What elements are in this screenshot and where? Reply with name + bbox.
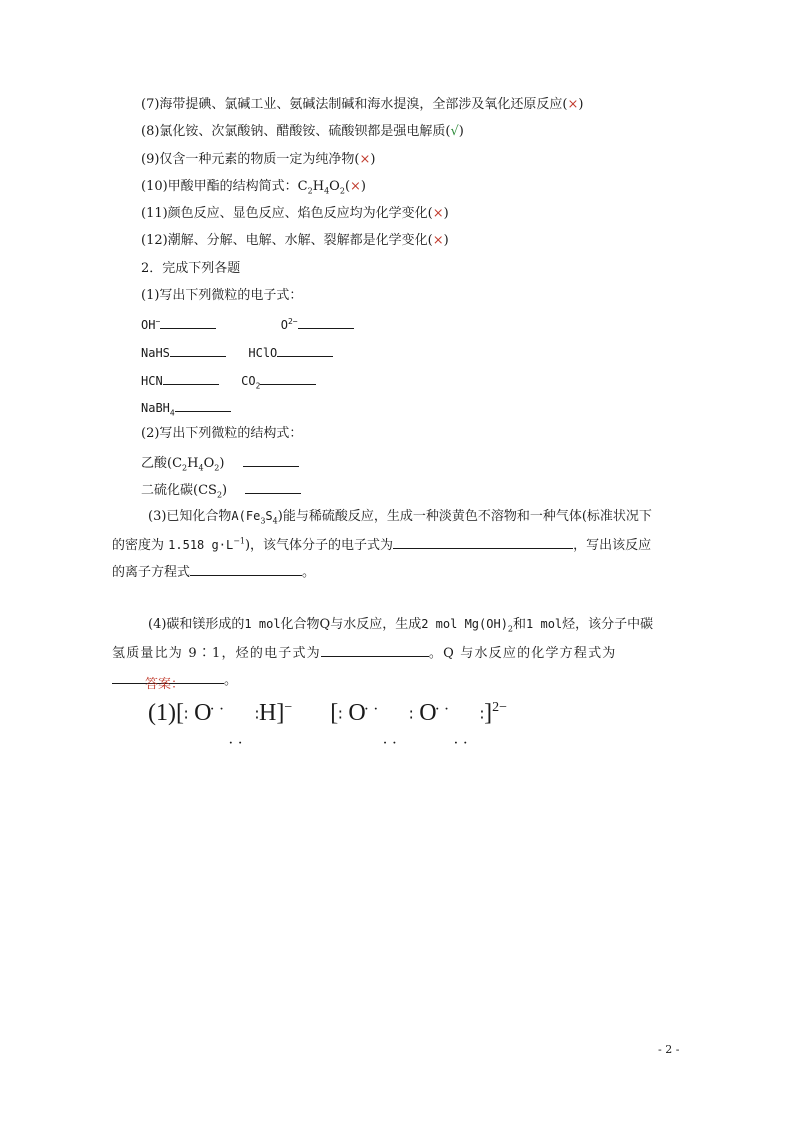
- q2-carbon-disulfide: 二硫化碳$(CS_2)$: [141, 480, 301, 500]
- answer-blank[interactable]: [321, 643, 429, 657]
- bracket-right: ]: [484, 700, 493, 726]
- bracket-left: [: [330, 700, 339, 726]
- section-2-title: 2．完成下列各题: [141, 261, 241, 276]
- statement-7: (7)海带提碘、氯碱工业、氨碱法制碱和海水提溴，全部涉及氧化还原反应(×): [141, 97, 584, 112]
- answer-blank[interactable]: [277, 343, 333, 357]
- statement-10: (10)甲酸甲酯的结构简式：$C_2H_4O_2(\times)$: [141, 179, 366, 196]
- answer-blank[interactable]: [245, 480, 301, 494]
- colon-dots: ∶: [338, 707, 343, 724]
- q4-line-3: 。: [112, 670, 237, 690]
- q1-row-hcn-co2: HCN $CO_2$: [141, 371, 316, 390]
- q1-row-nahs-hclo: NaHS HClO: [141, 343, 333, 362]
- answer-blank[interactable]: [170, 343, 226, 357]
- oh-hydrogen: H: [258, 700, 277, 726]
- answer-blank[interactable]: [393, 535, 573, 549]
- answer-blank[interactable]: [190, 562, 302, 576]
- q1-row-oh-o2: [141, 315, 354, 334]
- statement-11: (11)颜色反应、显色反应、焰色反应均为化学变化(×): [141, 206, 449, 221]
- o2-label: $O^{2-}$: [280, 317, 298, 332]
- colon-dots: ∶: [409, 707, 414, 724]
- oh-oxygen: $O^{\cdot\cdot}_{\cdot\cdot}$: [194, 700, 247, 752]
- answer-label: 答案：: [145, 677, 185, 692]
- oh-label: OH−: [141, 317, 161, 332]
- q3-line-3: 的离子方程式 。: [112, 562, 315, 582]
- q4-line-1: (4)碳和镁形成的1 mol化合物Q与水反应，生成2 mol $Mg(OH)_2$和1 mol烃，该分子中碳: [148, 617, 654, 634]
- answer-blank[interactable]: [260, 371, 316, 385]
- bracket-right: ]: [276, 700, 285, 726]
- q2-acetic-acid: 乙酸$(C_2H_4O_2)$: [141, 453, 299, 473]
- statement-8: (8)氯化铵、次氯酸钠、醋酸铵、硫酸钡都是强电解质(√): [141, 124, 464, 139]
- page-number: - 2 -: [658, 1043, 680, 1056]
- answer-blank[interactable]: [243, 453, 299, 467]
- answer-lewis-structures: [148, 700, 507, 752]
- peroxide-charge: 2−: [492, 700, 507, 715]
- colon-dots: ∶: [254, 707, 259, 724]
- q1-row-nabh4: NaBH$_4$: [141, 398, 231, 417]
- question-2-title: (2)写出下列微粒的结构式：: [141, 426, 303, 441]
- statement-9: (9)仅含一种元素的物质一定为纯净物(×): [141, 152, 376, 167]
- colon-dots: ∶: [183, 707, 189, 724]
- q3-line-2: 的密度为 1.518 $g\cdot L^{-1}$)，该气体分子的电子式为 ，写出该反应: [112, 536, 652, 553]
- answer-blank[interactable]: [163, 371, 219, 385]
- q4-line-2: 氢质量比为 9∶1，烃的电子式为 。Q 与水反应的化学方程式为: [112, 643, 616, 663]
- peroxide-oxygen-1: $O^{\cdot\cdot}_{\cdot\cdot}$: [348, 700, 402, 752]
- peroxide-oxygen-2: $O^{\cdot\cdot}_{\cdot\cdot}$: [419, 700, 472, 752]
- answer-blank[interactable]: [298, 315, 354, 329]
- q3-line-1: (3)已知化合物$A(Fe_3S_4)$能与稀硫酸反应，生成一种淡黄色不溶物和一种气体(标准状况下: [148, 509, 652, 526]
- colon-dots: ∶: [479, 707, 485, 724]
- answer-blank[interactable]: [160, 315, 216, 329]
- oh-charge: −: [284, 700, 293, 715]
- answer-prefix: (1): [148, 700, 176, 726]
- question-1-title: (1)写出下列微粒的电子式：: [141, 288, 303, 303]
- statement-12: (12)潮解、分解、电解、水解、裂解都是化学变化(×): [141, 233, 449, 248]
- answer-blank[interactable]: [175, 398, 231, 412]
- bracket-left: [: [175, 700, 184, 726]
